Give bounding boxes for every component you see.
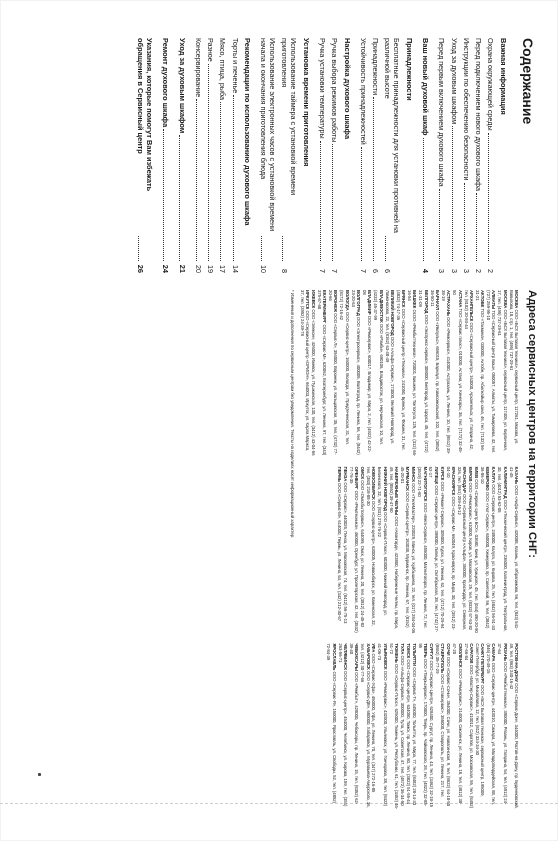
toc-entry-text: Перед подключением нового духового шкафа: [474, 38, 484, 192]
service-entry: [497, 290, 508, 457]
service-city: РЯЗАНЬ: [502, 643, 508, 663]
service-address: ТОО «Сервисный Центр Бош», 050057, Алматы, ул. Тимирязева, 42, тел. (727) 259-95-10: [486, 290, 497, 454]
service-city: ЧЕБОКСАРЫ: [354, 643, 360, 673]
toc-leader-dots: [220, 102, 221, 261]
service-entry: [508, 467, 519, 634]
toc-leader-dots: [373, 97, 374, 261]
service-address: ООО «Тверьсервис», 170000, Тверь, пр. Чайковского, 28, тел. (4822) 32-85-95: [417, 643, 429, 807]
service-address: ООО «Сервис-Плюс», 625000, Тюмень, ул. Республики, 61, тел. (3452) 46-51-72: [388, 643, 400, 810]
service-entry: [474, 643, 485, 810]
service-city: ТУЛА: [400, 643, 405, 656]
service-city: РОСТОВ-НА-ДОНУ: [514, 643, 519, 684]
service-address: ООО «Ремсервис», 610000, Киров, ул. Московская, 25, тел. (8332) 67-53-82: [468, 482, 474, 631]
toc-entry-text: Настройка духового шкафа: [342, 38, 352, 140]
service-city: ОМСК: [360, 466, 366, 481]
toc-leader-dots: [488, 133, 489, 261]
service-city: ХАБАРОВСК: [365, 643, 371, 671]
toc-entry: [383, 38, 401, 273]
service-entry: [388, 467, 399, 634]
service-city: ЧЕЛЯБИНСК: [343, 643, 348, 672]
service-address: ООО «Сервис-центр», 630005, Новосибирск, ул. Каменская, 32, тел. (383) 218-88-30: [366, 466, 377, 626]
service-city: ВЛАДИВОСТОК: [378, 290, 384, 324]
service-city: АЛМАТЫ: [491, 290, 497, 311]
toc-leader-dots: [439, 189, 440, 261]
service-address: ООО «Сервис-Л», 394000, Воронеж, ул. Кольцовская, 35, тел. (4732) 77-20-66: [328, 290, 339, 455]
toc-entry: [206, 38, 215, 273]
service-entry: [349, 643, 360, 810]
service-entry: [360, 467, 365, 634]
service-entry: [400, 467, 411, 634]
service-entry: [463, 290, 474, 457]
service-entry: [486, 643, 497, 810]
service-address: ООО «Сервис-М», 660049, Красноярск, пр. Мира, 30, тел. (3912) 23-04-10: [445, 466, 457, 630]
toc-section-heading: [243, 38, 252, 273]
service-address: ООО «Мастер-Сервис», 410012, Саратов, ул. Московская, 55, тел. (8452) 27-66-84: [463, 643, 474, 809]
toc-page-number: 17: [218, 265, 228, 273]
service-footnote: * Изменения и дополнения по сервисным центрам без уведомления. Тексты на изделиях носят информационный характер.: [289, 290, 295, 539]
service-city: ТОЛЬЯТТИ: [411, 643, 417, 668]
service-address: ООО «БСХ Бытовая техника», сервисный центр, 117261, Москва, ул. Вавилова, 18, стр. 1, тел. (495) 737-29-61: [508, 290, 519, 445]
service-entry: [439, 467, 444, 634]
service-city: ВОЛОГДА: [344, 290, 350, 312]
service-address: ООО «Уют-Сервис», 650000, Кемерово, пр. Советский, 56, тел. (3842) 36-86-10: [480, 466, 491, 629]
service-address: ООО «Сервис-центр», 398000, Липецк, ул. Октябрьская, 38, тел. (4742) 27-52-17: [428, 466, 439, 633]
service-city: МУРМАНСК: [405, 466, 411, 492]
service-city: АСТАНА: [457, 290, 463, 309]
toc-section-heading: [136, 38, 155, 273]
service-entry: [396, 290, 407, 457]
service-city: ТОМСК: [405, 643, 411, 660]
service-address: ТОО «Сервис плюс», 010000, Астана, ул. Кенесары, 36, тел. (7172) 32-45-50: [452, 290, 463, 454]
toc-entry-text: Ваш новый духовой шкаф: [421, 38, 431, 136]
service-city: КАЛУГА: [491, 466, 497, 485]
toc-entry: [371, 38, 380, 273]
toc-entry: [359, 38, 368, 273]
toc-entry-text: Ручка установки температуры: [318, 38, 328, 139]
toc-entry-text: Охрана окружающей среды: [486, 38, 496, 131]
service-address: ООО «ТелеМастер», 220029, Минск, ул. Куйбышева, 22, тел. (017) 284-04-06: [411, 483, 417, 634]
toc-entry-text: Использование электронных часов с установкой времени начала и окончания приготовления блюда: [259, 38, 278, 232]
service-city: ТЮМЕНЬ: [394, 643, 400, 664]
toc-entry-text: Уход за духовым шкафом: [177, 38, 187, 134]
service-city: ВОРОНЕЖ: [333, 290, 339, 314]
service-entry: [474, 467, 479, 634]
toc-entry: [486, 38, 495, 273]
service-entry: [366, 467, 377, 634]
service-entry: [491, 467, 496, 634]
service-city: ЕКАТЕРИНБУРГ: [322, 290, 328, 325]
service-column: [299, 643, 519, 810]
service-entry: [508, 643, 519, 810]
service-entry: [508, 290, 519, 457]
toc-page-number: 10: [259, 265, 269, 273]
service-city: ВЛАДИМИР: [367, 290, 373, 316]
service-entry: [446, 643, 451, 810]
service-address: ООО «Омскбытсервис», 644099, Омск, ул. Ленина, 20, тел. (3812) 24-45-82: [360, 480, 366, 628]
service-entry: [349, 467, 360, 634]
toc-entry: [474, 38, 483, 273]
service-entry: [417, 643, 428, 810]
service-city: НИЖНИЙ НОВГОРОД: [382, 466, 388, 513]
toc-leader-dots: [163, 129, 164, 261]
service-city: КАЛИНИНГРАД: [502, 466, 508, 500]
service-entry: [445, 467, 456, 634]
service-address: ТОО «Тахмина», 030000, Актобе, пр. Абилкайыр хана, 46, тел. (7132) 56-31-21: [474, 290, 486, 452]
service-address: ООО «Сервис-Уфа», 450000, Уфа, ул. Ленина, 70, тел. (347) 272-16-85: [371, 653, 377, 793]
service-entry: [468, 467, 473, 634]
toc-page-number: 3: [449, 269, 459, 273]
service-entry: [441, 290, 452, 457]
toc-leader-dots: [332, 144, 333, 261]
toc-entry-text: Устойчивость принадлежностей: [358, 38, 368, 145]
service-city: АКТОБЕ: [480, 290, 486, 309]
service-entry: [486, 290, 497, 457]
service-city: КИРОВ: [468, 466, 474, 483]
service-entry: [463, 643, 474, 810]
service-address: ООО «Ремсервис», 214000, Смоленск, ул. Ленина, 18, тел. (4812) 38-47-20: [452, 643, 463, 805]
service-city: БАРНАУЛ: [435, 290, 441, 312]
toc-leader-dots: [233, 95, 234, 261]
service-entry: [452, 290, 463, 457]
service-city: СТАВРОПОЛЬ: [440, 643, 446, 675]
service-address: ООО «Ремонт-Сервис», 305000, Курск, ул. Ленина, 62, тел. (4712) 70-29-94: [439, 481, 445, 629]
service-address: ООО «Сервис-Сочи», 354000, Сочи, ул. Навагинская, 9, тел. (8622) 64-18-50: [446, 656, 452, 807]
toc-title: Содержание: [520, 38, 536, 125]
toc-entry: [318, 38, 327, 273]
service-city: ЛИПЕЦК: [433, 466, 439, 486]
service-centers: [290, 290, 538, 810]
toc-section-heading: [302, 38, 311, 273]
service-address: ООО «Ремсервис», 600017, Владимир, ул. Мира, 2, тел. (4922) 42-22-08: [362, 290, 373, 453]
service-column: [299, 290, 519, 457]
service-city: МОСКВА: [514, 290, 519, 310]
service-entry: [337, 467, 342, 634]
service-address: ОсОО «Рембыттехника», 720001, Бишкек, ул. Токтогула, 125, тел. (312) 66-16-54: [407, 290, 418, 457]
toc-entry-text: Бесплатные принадлежности для установки противней на различной высоте: [383, 38, 402, 233]
service-city: БРЯНСК: [401, 290, 407, 309]
service-city: КИЕВ: [474, 466, 480, 480]
service-city: САРАТОВ: [468, 643, 474, 665]
service-address: ООО «Ремтехника», 460000, Оренбург, ул. Пролетарская, 42, тел. (3532) 77-76-35: [348, 466, 360, 633]
service-entry: [412, 643, 417, 810]
service-address: ООО «Электросервис», 400005, Волгоград, пр. Ленина, 56, тел. (8442) 23-20-63: [350, 290, 362, 455]
service-entry: [474, 290, 485, 457]
service-address: ООО «Альфа-Сервис», 173000, Великий Новгород, ул. Ломоносова, 22, тел. (8162) 63-48-49: [384, 290, 395, 445]
service-entry: [328, 290, 339, 457]
toc-entry-text: Уход за духовым шкафом: [449, 38, 459, 125]
service-city: ИРКУТСК: [305, 290, 310, 311]
toc-page-number: 2: [474, 269, 484, 273]
service-city: ЯРОСЛАВЛЬ: [331, 643, 337, 672]
toc-leader-dots: [196, 99, 197, 261]
toc-page-number: 24: [161, 264, 171, 273]
service-entry: [360, 643, 371, 810]
service-entry: [371, 643, 376, 810]
service-address: ООО «Авангард», 423800, Набережные Челны, пр. Мира, 49, тел. (8552) 39-47-50: [388, 466, 400, 629]
toc-leader-dots: [464, 183, 465, 261]
toc-entry-text: Торты и печенье: [230, 38, 240, 94]
service-entry: [317, 290, 328, 457]
service-entry: [400, 643, 405, 810]
service-address: ООО «Сервис-Центр», 628400, Сургут, пр. Ленина, 43, тел. (3462) 32-18-15: [429, 660, 435, 807]
toc-section-heading: [178, 38, 187, 273]
toc-page-number: 19: [206, 265, 216, 273]
service-entry: [428, 467, 439, 634]
service-address: ООО «Сервис-центр», 454000, Челябинск, ул. Кирова, 159, тел. (351) 263-56-71: [337, 643, 348, 807]
service-entry: [411, 467, 416, 634]
service-address: ООО «Ремсервис», 432000, Ульяновск, ул. Гончарова, 38, тел. (8422) 41-06-73: [377, 643, 388, 807]
toc-leader-dots: [423, 138, 424, 261]
service-entry: [384, 290, 395, 457]
service-entry: [497, 643, 508, 810]
toc-page-number: 21: [177, 264, 187, 273]
service-city: ИЖЕВСК: [310, 290, 316, 310]
service-address: ООО «Сервисный центр», 163000, Архангельск, ул. Гагарина, 42, тел. (8182) 20-93-44: [463, 290, 474, 451]
service-city: БИШКЕК: [412, 290, 418, 310]
service-address: ООО «Импульс», 656015, Барнаул, пр. Комсомольский, 102, тел. (3852) 36-50-11: [429, 290, 441, 452]
toc-section-heading: [405, 38, 414, 273]
service-entry: [337, 643, 348, 810]
service-city: НАБЕРЕЖНЫЕ ЧЕЛНЫ: [394, 466, 400, 517]
toc-entry: [231, 38, 240, 273]
toc-entry-text: Установка времени приготовления: [302, 38, 312, 167]
toc-entry-text: Важная информация: [499, 38, 508, 115]
service-entry: [299, 290, 310, 457]
service-centers-columns: [299, 290, 519, 810]
service-entry: [377, 467, 388, 634]
service-address: ООО «Сервис-центр», 443010, Самара, ул. Молодогвардейская, 88, тел. (846) 270-49-15: [486, 643, 497, 805]
service-address: ООО «Акфа-Сервис», 420088, Казань, ул. Ибрагимова, 56, тел. (843) 541-41-45: [508, 466, 519, 630]
service-entry: [406, 643, 411, 810]
toc-entry-text: Мясо, птица, рыба: [218, 38, 228, 100]
toc-entry-text: Рекомендации по использованию духового шкафа: [243, 38, 253, 226]
service-address: ООО «Сервисный центр «Техника», 241050, Брянск, ул. Фокина, 31, тел. (4832) 74-17-36: [395, 290, 407, 451]
service-city: УФА: [371, 643, 377, 654]
service-entry: [388, 643, 399, 810]
service-address: ООО «Сервис-М», 614000, Пермь, ул. Ленина, 64, тел. (342) 212-30-67: [337, 483, 343, 622]
toc-page-number: 7: [330, 269, 340, 273]
toc-entry: [218, 38, 227, 273]
service-city: КАЗАНЬ: [514, 466, 519, 486]
service-city: СМОЛЕНСК: [457, 643, 463, 669]
service-address: ООО «Сервис-Т», 445000, Тольятти, ул. Мира, 77, тел. (8482) 28-14-33: [411, 667, 417, 806]
toc-page-number: 7: [318, 269, 328, 273]
service-address: ООО «Рембыт», 428000, Чебоксары, пр. Ленина, 15, тел. (8352) 62-39-40: [348, 643, 360, 805]
service-entry: [339, 290, 350, 457]
service-address: ООО «Сервис-Центр БСХ», 03680, Киев, ул. Урицкого, 45, тел. (044) 490-20-90: [474, 479, 480, 633]
service-address: ООО «Ремсервис», 414000, Астрахань, ул. Ленина, 10, тел. (8512) 39-38-19: [440, 290, 452, 454]
service-city: НОВОСИБИРСК: [371, 466, 377, 501]
service-entry: [429, 643, 434, 810]
service-entry: [343, 467, 348, 634]
toc-leader-dots: [385, 236, 386, 261]
service-address: ООО «Сервис-Плюс», 603000, Нижний Новгород, ул. Белинского, 32, тел. (831) 278-76-22: [377, 466, 388, 616]
toc-entry-text: Указания, которые помогут Вам избежать обращения в Сервисный центр: [136, 38, 155, 192]
service-city: БЕЛГОРОД: [423, 290, 429, 315]
toc-page-number: 7: [358, 269, 368, 273]
toc-entry-text: Разное: [206, 38, 216, 62]
service-entry: [311, 290, 316, 457]
toc-leader-dots: [476, 193, 477, 261]
service-city: АСТРАХАНЬ: [446, 290, 452, 318]
toc-leader-dots: [261, 236, 262, 261]
toc-page-number: 4: [421, 268, 431, 273]
toc-entry: [462, 38, 471, 273]
service-entry: [417, 467, 428, 634]
service-city: АРХАНГЕЛЬСК: [468, 290, 474, 323]
service-entry: [429, 290, 440, 457]
service-city: ОРЕНБУРГ: [354, 466, 360, 491]
toc-page-number: 6: [371, 269, 381, 273]
service-city: ПЕРМЬ: [337, 466, 343, 483]
service-address: ООО «Вега-Сервис», 455000, Магнитогорск, пр. Ленина, 72, тел. (3519) 22-71-60: [417, 466, 428, 629]
toc-leader-dots: [452, 126, 453, 261]
service-address: ООО «Экспресс-сервис», 308000, Белгород, ул. Щорса, 45, тел. (4722) 31-31-09: [418, 290, 429, 453]
toc-page-number: 8: [280, 269, 290, 273]
toc-entry-text: Принадлежности: [405, 38, 415, 101]
toc-entry-text: Перед первым включением духового шкафа: [437, 38, 447, 187]
service-address: ООО «Сервис-Дон», 344000, Ростов-на-Дону, пр. Буденновский, 49, тел. (863) 240-16-42: [508, 643, 519, 809]
toc-page-number: 14: [230, 265, 240, 273]
toc-section-heading: [499, 38, 508, 273]
service-city: МАГНИТОГОРСК: [422, 466, 428, 503]
toc-list: [136, 38, 508, 273]
service-address: ООО «Сервис», 440026, Пенза, ул. Московская, 74, тел. (8412) 56-75-13: [343, 482, 348, 624]
service-city: УЛЬЯНОВСК: [382, 643, 388, 671]
toc-entry: [280, 38, 298, 273]
service-city: МОСКВА: [502, 290, 508, 310]
service-address: ООО «Ставсервис», 355000, Ставрополь, ул. Ленина, 217, тел. (8652) 35-77-29: [435, 643, 446, 798]
service-address: ООО «Рембыттехника», 390000, Рязань, ул. Гагарина, 54, тел. (4912) 24-37-64: [497, 643, 508, 805]
toc-leader-dots: [138, 236, 139, 261]
toc-leader-dots: [282, 236, 283, 261]
toc-leader-dots: [180, 135, 181, 261]
service-address: ООО «Рэмби», 690106, Владивосток, ул. Нерчинская, 10, тел. (4232) 45-37-99: [373, 290, 384, 445]
toc-entry-text: Ремонт духового шкафа: [161, 38, 171, 128]
service-city: ТВЕРЬ: [423, 643, 429, 659]
service-address: ООО «Сервисный центр «Альфа», 350000, Краснодар, ул. Северная, 326, тел. (861) 259-49-12: [457, 466, 468, 630]
service-city: СУРГУТ: [429, 643, 435, 661]
service-address: ООО «Сервис-ДВ», 680000, Хабаровск, ул. Муравьева-Амурского, 36, тел. (4212) 30-77-66: [360, 643, 371, 808]
service-address: ООО «БСХ Бытовая техника», сервисный центр, 195009, Санкт-Петербург, ул. Михайлова, 12, тел. (812) 324-34-30: [474, 643, 486, 797]
service-city: СОЧИ: [446, 643, 452, 657]
service-city: КУРСК: [439, 466, 445, 482]
service-entry: [407, 290, 418, 457]
service-centers-title: Адреса сервисных центров на территории СНГ:: [526, 290, 538, 558]
toc-page-number: 3: [437, 269, 447, 273]
service-city: КРАСНОЯРСК: [451, 466, 457, 497]
toc-page-number: 20: [193, 265, 203, 273]
toc-leader-dots: [208, 64, 209, 261]
toc-entry: [437, 38, 446, 273]
service-entry: [326, 643, 337, 810]
service-address: ООО «Сервис-М», 620062, Екатеринбург, ул. Ленина, 97, тел. (343) 375-67-68: [316, 290, 328, 456]
toc-entry-text: Консервирование: [193, 38, 203, 98]
service-city: САМАРА: [491, 643, 497, 663]
service-city: ПЕНЗА: [343, 466, 348, 483]
service-address: ООО «Элекон», 426000, Ижевск, ул. Пушкинская, 130, тел. (3412) 43-04-56: [310, 309, 316, 456]
toc-section-heading: [161, 38, 170, 273]
service-entry: [350, 290, 361, 457]
service-city: КЕМЕРОВО: [485, 466, 491, 492]
service-address: ООО «Сервис-центр», 248000, Калуга, ул. Кирова, 25, тел. (4842) 56-51-33: [491, 484, 497, 630]
service-address: ООО «Сервис-центр», 634050, Томск, пр. Ленина, 80, тел. (3822) 51-55-44: [405, 659, 411, 804]
service-city: САНКТ-ПЕТЕРБУРГ: [480, 643, 486, 685]
service-city: ВЕЛИКИЙ НОВГОРОД: [389, 290, 395, 337]
service-entry: [362, 290, 373, 457]
toc-page-number: 26: [136, 264, 145, 273]
toc-leader-dots: [361, 147, 362, 261]
toc-entry-text: Принадлежности: [371, 38, 381, 96]
service-address: ООО «Сервис-центр», 160000, Вологда, ул. Предтеченская, 31, тел. (8172) 72-16-42: [339, 290, 350, 445]
service-entry: [435, 643, 446, 810]
toc-page-number: 6: [383, 269, 393, 273]
service-column: [299, 467, 519, 634]
service-entry: [377, 643, 388, 810]
toc-entry: [259, 38, 277, 273]
table-of-contents: [132, 38, 536, 273]
toc-page-number: 3: [461, 269, 471, 273]
service-city: ВОЛГОГРАД: [356, 290, 362, 317]
service-address: ООО «Альфа-Сервис», 300000, Тула, ул. Советская, 47, тел. (4872) 36-34-50: [400, 655, 405, 806]
toc-leader-dots: [320, 141, 321, 261]
service-address: ООО «Сервис-Я», 150000, Ярославль, ул. Свободы, 52, тел. (4852) 72-84-39: [326, 643, 337, 804]
toc-section-heading: [421, 38, 430, 273]
toc-section-heading: [343, 38, 352, 273]
toc-entry: [330, 38, 339, 273]
service-address: ООО «Сервис-Центр», 183038, Мурманск, пр. Ленина, 67, тел. (8152) 45-20-01: [400, 466, 411, 628]
toc-page-number: 2: [486, 269, 496, 273]
service-address: ООО «Технический центр», 236000, Калининград, ул. Театральная, 30, тел. (4012) 53-62-05: [497, 466, 508, 632]
service-address: ООО «Сервисный центр «ОРИОН», 664003, Иркутск, ул. Карла Маркса, 37, тел. (3952) 24-39-78: [299, 290, 310, 452]
toc-entry-text: Инструкции по обеспечению безопасности: [461, 38, 471, 181]
service-entry: [457, 467, 468, 634]
toc-entry-text: Ручка выбора режимов работы: [330, 38, 340, 143]
service-entry: [452, 643, 463, 810]
service-entry: [480, 467, 491, 634]
service-address: ООО «БСХ Бытовая техника», сервисный центр, 117405, ул. Кирпичная, 17, тел. (495) 737-29-61: [497, 290, 508, 451]
toc-entry: [450, 38, 459, 273]
service-city: КРАСНОДАР: [462, 466, 468, 494]
toc-entry: [194, 38, 203, 273]
service-entry: [497, 467, 508, 634]
toc-entry-text: Использование таймера с установкой времени приготовления: [280, 38, 299, 196]
service-city: МИНСК: [411, 466, 417, 484]
service-entry: [373, 290, 384, 457]
service-entry: [418, 290, 429, 457]
